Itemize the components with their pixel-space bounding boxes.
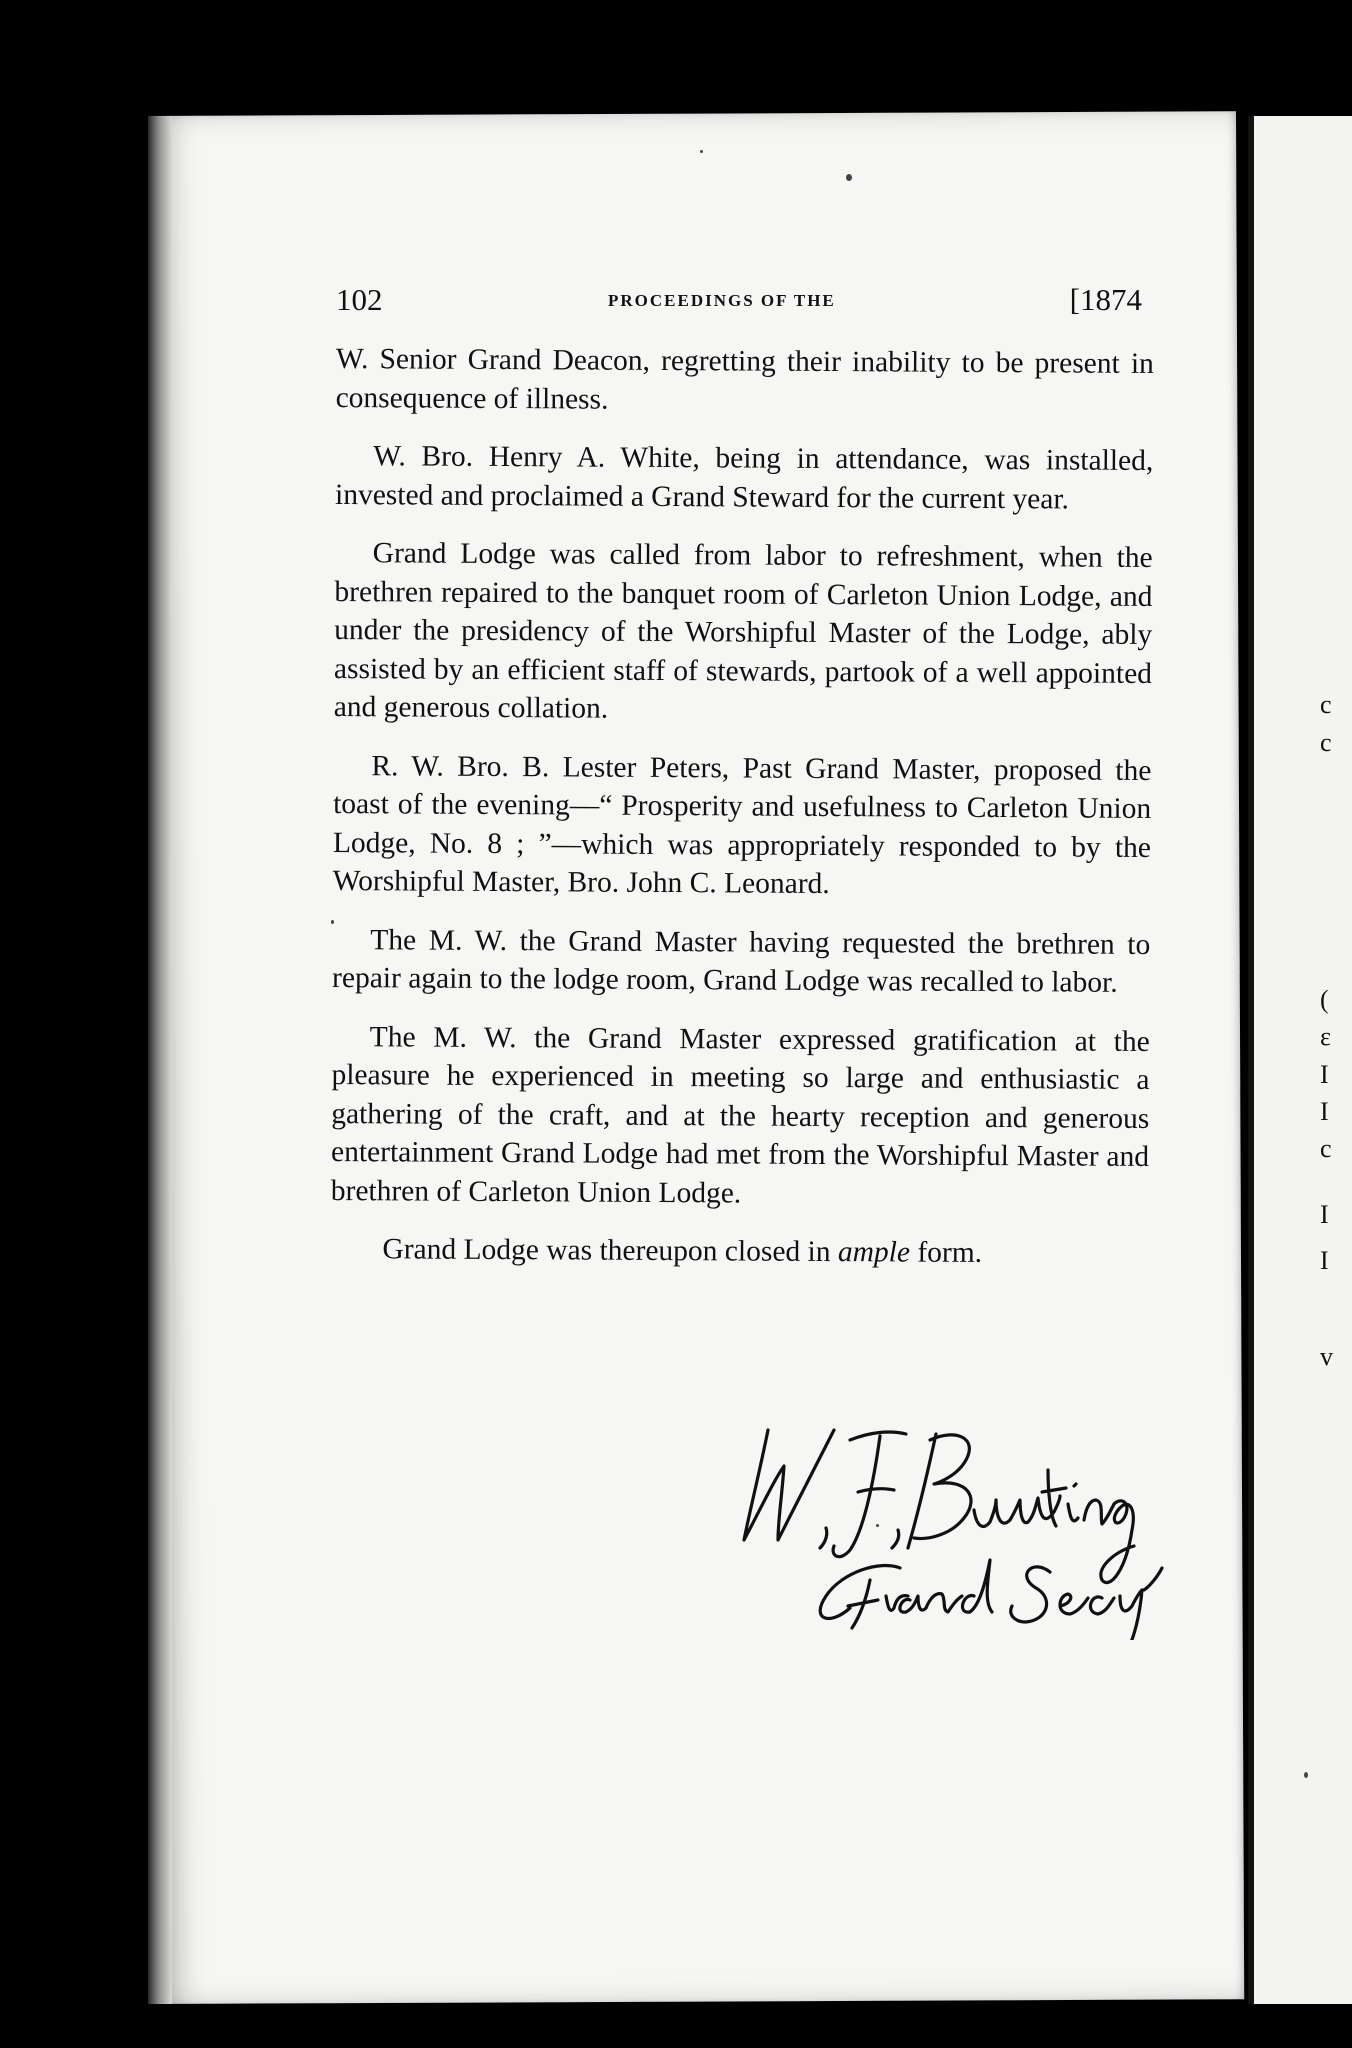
running-title: PROCEEDINGS OF THE — [608, 291, 836, 310]
handwritten-signature — [730, 1400, 1190, 1640]
closing-text-before: Grand Lodge was thereupon closed in — [382, 1233, 839, 1269]
paragraph: W. Bro. Henry A. White, being in attendance, was installed, invested and proclaimed a Grand Steward for the current year. — [334, 440, 1154, 515]
paragraph: The M. W. the Grand Master having requested the brethren to repair again to the lodge room, Grand Lodge was recalled to labor. — [332, 923, 1151, 999]
adjacent-glyph: I — [1320, 1060, 1329, 1089]
adjacent-glyph: v — [1320, 1342, 1333, 1371]
adjacent-glyph: c — [1320, 1134, 1332, 1163]
header-year: [1874 — [1069, 282, 1142, 317]
adjacent-glyph: I — [1320, 1246, 1329, 1275]
adjacent-glyph: I — [1320, 1097, 1329, 1126]
adjacent-glyph: I — [1320, 1200, 1329, 1229]
adjacent-glyph: ( — [1320, 985, 1329, 1014]
paragraph: Grand Lodge was called from labor to refreshment, when the brethren repaired to the banquet room of Carleton Union Lodge, and under the presidency of the Worshipful Master of the Lodge, ably assisted by an efficient staff of stewards, partook of a well appointed and generous collation. — [333, 537, 1153, 725]
closing-emphasis: ample — [837, 1236, 911, 1269]
page-number: 102 — [336, 282, 383, 317]
closing-line — [330, 1230, 1148, 1273]
page-gutter-shadow — [148, 116, 172, 2004]
paragraph: W. Senior Grand Deacon, regretting their inability to be present in consequence of illness. — [335, 342, 1154, 416]
adjacent-page-edge — [1248, 116, 1352, 2004]
body-text — [330, 340, 1154, 1293]
adjacent-glyph: c — [1320, 728, 1332, 757]
adjacent-glyph: c — [1320, 690, 1332, 719]
page-header — [336, 282, 1142, 322]
paragraph: R. W. Bro. B. Lester Peters, Past Grand Master, proposed the toast of the evening—“ Prosperity and usefulness to Carleton Union Lodge, No. 8 ; ”—which was appropriately responded to by the Worshipful Master, Bro. John C. Leonard. — [332, 749, 1152, 901]
paragraph: The M. W. the Grand Master expressed gratification at the pleasure he experienced in meeting so large and enthusiastic a gathering of the craft, and at the hearty reception and generous entertainment Grand Lodge had met from the Worshipful Master and brethren of Carleton Union Lodge. — [330, 1020, 1150, 1209]
adjacent-glyph: ε — [1320, 1022, 1331, 1051]
closing-text-after: form. — [909, 1236, 983, 1269]
